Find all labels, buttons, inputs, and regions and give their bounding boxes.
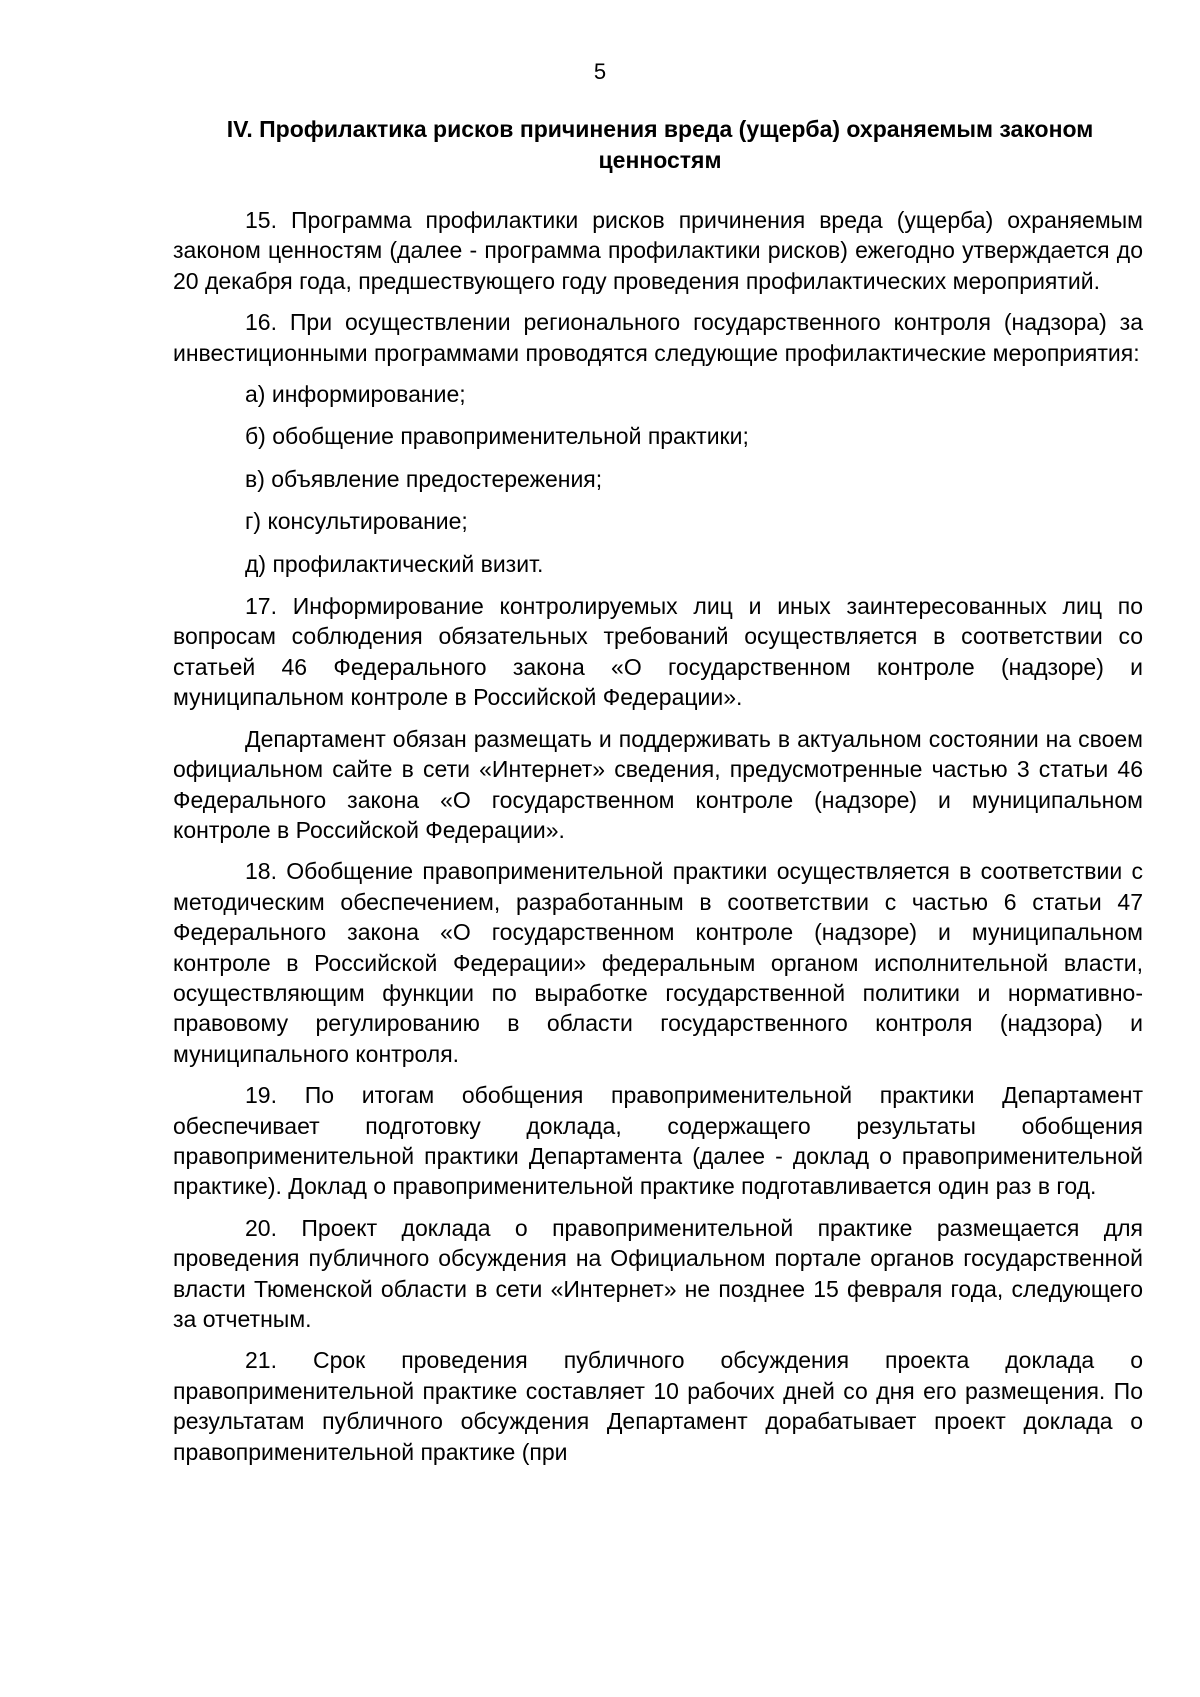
page-number: 5	[593, 59, 607, 84]
document-body	[173, 205, 1143, 1478]
list-item: г) консультирование;	[245, 508, 468, 535]
measures-list	[173, 379, 1143, 579]
list-item: д) профилактический визит.	[245, 550, 544, 577]
list-item: а) информирование;	[245, 381, 466, 408]
paragraph-21: 21. Срок проведения публичного обсуждения проекта доклада о правоприменительной практике составляет 10 рабочих дней со дня его размещения. По результатам публичного обсуждения Департамент дорабатывает проект доклада о правоприменительной практике (при	[173, 1347, 1143, 1465]
paragraph-20: 20. Проект доклада о правоприменительной практике размещается для проведения публичного обсуждения на Официальном портале органов государственной власти Тюменской области в сети «Интернет» не позднее 15 февраля года, следующего за отчетным.	[173, 1214, 1143, 1332]
paragraph-17: 17. Информирование контролируемых лиц и иных заинтересованных лиц по вопросам соблюдения обязательных требований осуществляется в соответствии со статьей 46 Федерального закона «О государственном контроле (надзоре) и муниципальном контроле в Российской Федерации».	[173, 593, 1143, 711]
list-item: в) объявление предостережения;	[245, 465, 603, 492]
list-item: б) обобщение правоприменительной практики;	[245, 423, 749, 450]
section-title: IV. Профилактика рисков причинения вреда (ущерба) охраняемым законом ценностям	[226, 116, 1094, 173]
paragraph-18: 18. Обобщение правоприменительной практики осуществляется в соответствии с методическим обеспечением, разработанным в соответствии с частью 6 статьи 47 Федерального закона «О государственном контроле (надзоре) и муниципальном контроле в Российской Федерации» федеральным органом исполнительной власти, осуществляющим функции по выработке государственной политики и нормативно-правовому регулированию в области государственного контроля (надзора) и муниципального контроля.	[173, 858, 1143, 1067]
paragraph-19: 19. По итогам обобщения правоприменительной практики Департамент обеспечивает подготовку доклада, содержащего результаты обобщения правоприменительной практики Департамента (далее - доклад о правоприменительной практике). Доклад о правоприменительной практике подготавливается один раз в год.	[173, 1082, 1143, 1200]
paragraph-17-continued: Департамент обязан размещать и поддерживать в актуальном состоянии на своем официальном сайте в сети «Интернет» сведения, предусмотренные частью 3 статьи 46 Федерального закона «О государственном контроле (надзоре) и муниципальном контроле в Российской Федерации».	[173, 725, 1143, 843]
paragraph-15: 15. Программа профилактики рисков причинения вреда (ущерба) охраняемым законом ценностям (далее - программа профилактики рисков) ежегодно утверждается до 20 декабря года, предшествующего году проведения профилактических мероприятий.	[173, 207, 1143, 294]
paragraph-16: 16. При осуществлении регионального государственного контроля (надзора) за инвестиционными программами проводятся следующие профилактические мероприятия:	[173, 309, 1143, 366]
